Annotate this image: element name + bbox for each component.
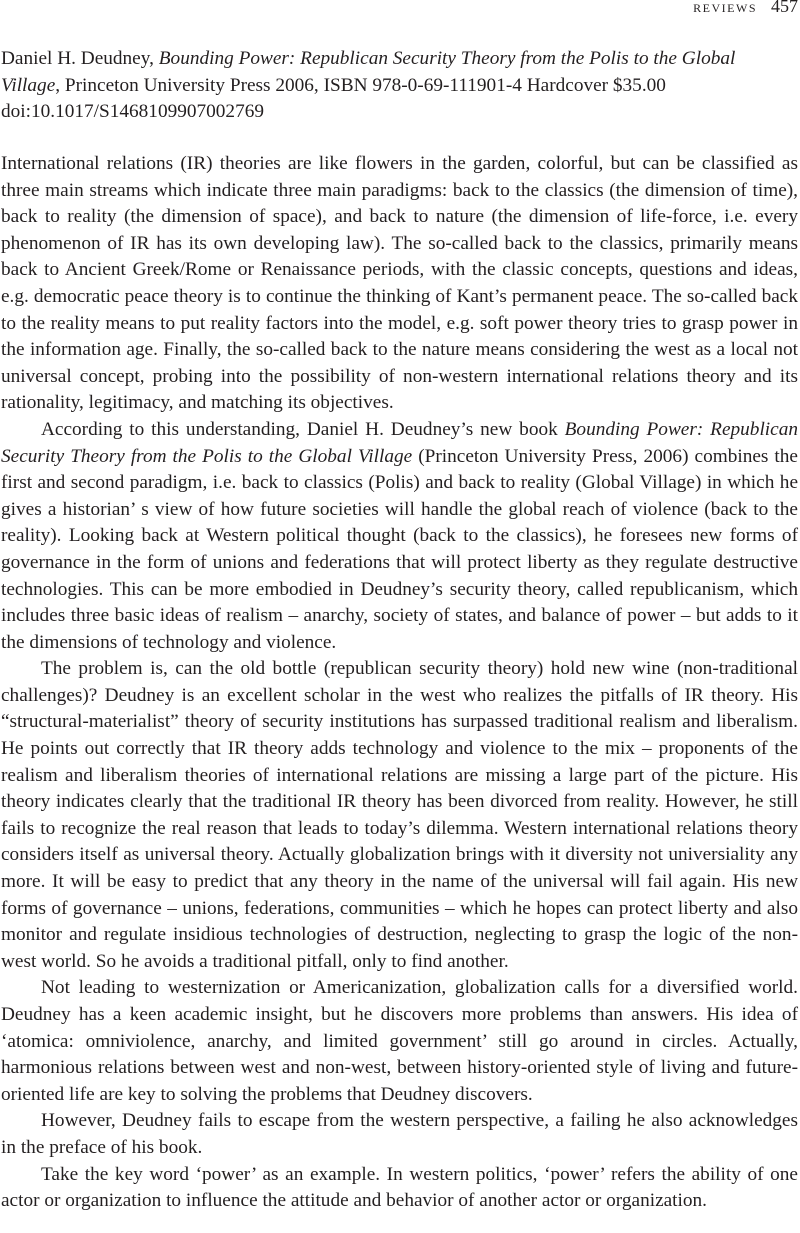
page-number: 457 — [771, 0, 798, 16]
paragraph-text: (Princeton University Press, 2006) combines the first and second paradigm, i.e. back to classics (Polis) and back to reality (Global Village) in which he gives a historian’ s view of how future societies will handle the global reach of violence (back to the reality). Looking back at Western political thought (back to the classics), he foresees new forms of governance in the form of unions and federations that will protect liberty as they regulate destructive technologies. This can be more embodied in Deudney’s security theory, called republicanism, which includes three basic ideas of realism – anarchy, society of states, and balance of power – but adds to it the dimensions of technology and violence. — [1, 445, 798, 653]
section-title: reviews — [693, 0, 757, 16]
running-head — [693, 0, 798, 17]
paragraph: Take the key word ‘power’ as an example. In western politics, ‘power’ refers the ability of one actor or organization to influence the attitude and behavior of another actor or organization. — [1, 1163, 798, 1212]
book-citation — [1, 46, 753, 126]
citation-title: Bounding Power: Republican Security Theory from the Polis to the Global Village — [1, 48, 736, 96]
paragraph-text: According to this understanding, Daniel H. Deudney’s new book — [41, 418, 565, 440]
paragraph: Not leading to westernization or Americanization, globalization calls for a diversified world. Deudney has a keen academic insight, but he discovers more problems than answers. His idea of ‘atomica: omniviolence, anarchy, and limited government’ still go around in circles. Actually, harmonious relations between west and non-west, between history-oriented style of living and future-oriented life are key to solving the problems that Deudney discovers. — [1, 977, 798, 1105]
book-title: Bounding Power: Republican Security Theory from the Polis to the Global Village — [1, 418, 798, 467]
review-body — [1, 151, 798, 1215]
citation-publisher: , Princeton University Press 2006, ISBN 978-0-69-111901-4 Hardcover $35.00 — [55, 74, 666, 96]
paragraph — [1, 417, 798, 656]
citation-author: Daniel H. Deudney, — [1, 48, 154, 69]
paragraph: International relations (IR) theories are like flowers in the garden, colorful, but can be classified as three main streams which indicate three main paradigms: back to the classics (the dimension of time), back to reality (the dimension of space), and back to nature (the dimension of life-force, i.e. every phenomenon of IR has its own developing law). The so-called back to the classics, primarily means back to Ancient Greek/Rome or Renaissance periods, with the classic concepts, questions and ideas, e.g. democratic peace theory is to continue the thinking of Kant’s permanent peace. The so-called back to the reality means to put reality factors into the model, e.g. soft power theory tries to grasp power in the information age. Finally, the so-called back to the nature means considering the west as a local not universal concept, probing into the possibility of non-western international relations theory and its rationality, legitimacy, and matching its objectives. — [1, 153, 798, 414]
paragraph: The problem is, can the old bottle (republican security theory) hold new wine (non-traditional challenges)? Deudney is an excellent scholar in the west who realizes the pitfalls of IR theory. His “structural-materialist” theory of security institutions has surpassed traditional realism and liberalism. He points out correctly that IR theory adds technology and violence to the mix – proponents of the realism and liberalism theories of international relations are missing a large part of the picture. His theory indicates clearly that the traditional IR theory has been divorced from reality. However, he still fails to recognize the real reason that leads to today’s dilemma. Western international relations theory considers itself as universal theory. Actually globalization brings with it diversity not universiality any more. It will be easy to predict that any theory in the name of the universal will fail again. His new forms of governance – unions, federations, communities – which he hopes can protect liberty and also monitor and regulate insidious technologies of destruction, neglecting to grasp the logic of the non-west world. So he avoids a traditional pitfall, only to find another. — [1, 658, 798, 972]
paragraph: However, Deudney fails to escape from the western perspective, a failing he also acknowledges in the preface of his book. — [1, 1110, 798, 1158]
citation-doi: doi:10.1017/S1468109907002769 — [1, 101, 264, 122]
